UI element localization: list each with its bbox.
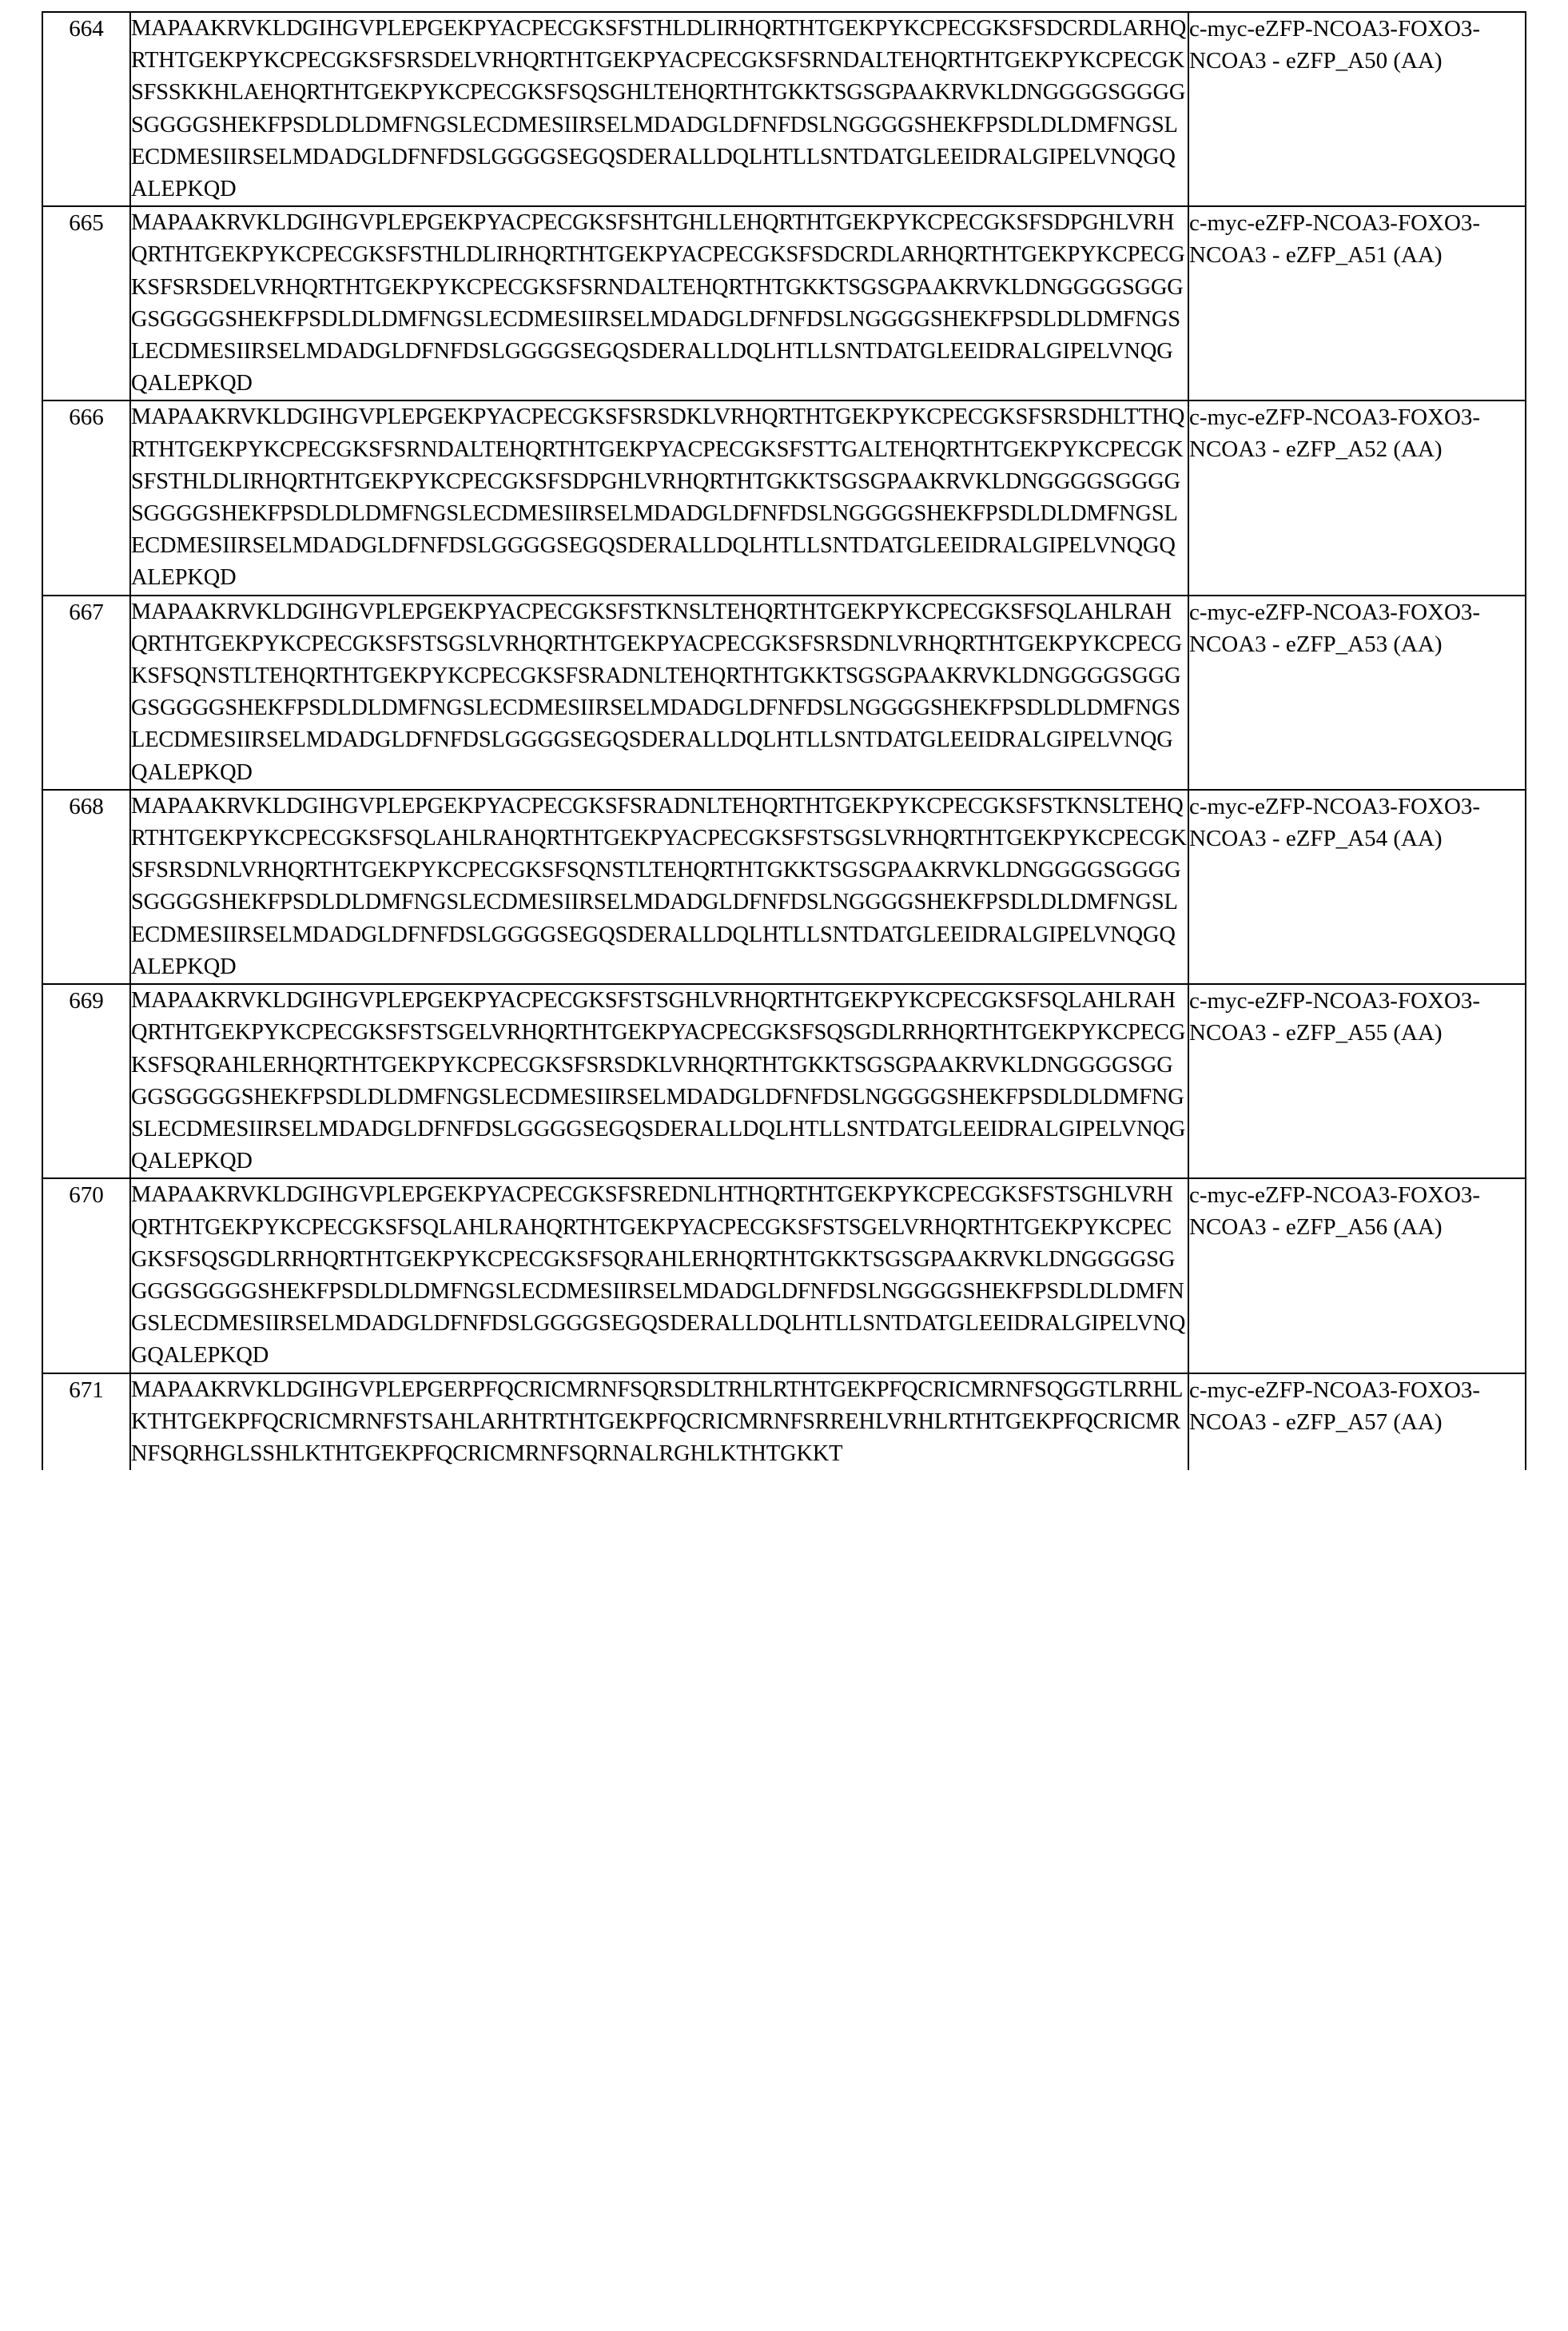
construct-name: c-myc-eZFP-NCOA3-FOXO3-NCOA3 - eZFP_A52 (AA) <box>1189 404 1481 463</box>
sequence-listing-table <box>42 11 1526 1470</box>
sequence-number: 670 <box>69 1182 104 1209</box>
sequence-number: 668 <box>69 793 104 819</box>
sequence-cell <box>130 206 1188 400</box>
table-row <box>42 790 1526 984</box>
sequence-text: MAPAAKRVKLDGIHGVPLEPGEKPYACPECGKSFSRSDKLVRHQRTHTGEKPYKCPECGKSFSRSDHLTTHQRTHTGEKPYKCPECGKSFSRNDALTEHQRTHTGEKPYACPECGKSFSTTGALTEHQRTHTGEKPYKCPECGKSFSTHLDLIRHQRTHTGEKPYKCPECGKSFSDPGHLVRHQRTHTGKKTSGSGPAAKRVKLDNGGGGSGGGGSGGGGSHEKFPSDLDLDMFNGSLECDMESIIRSELMDADGLDFNFDSLNGGGGSHEKFPSDLDLDMFNGSLECDMESIIRSELMDADGLDFNFDSLGGGGSEGQSDERALLDQLHTLLSNTDATGLEEIDRALGIPELVNQGQALEPKQD <box>131 404 1185 591</box>
table-row <box>42 984 1526 1178</box>
sequence-cell <box>130 12 1188 206</box>
construct-name-cell <box>1188 400 1526 595</box>
sequence-text: MAPAAKRVKLDGIHGVPLEPGEKPYACPECGKSFSTHLDLIRHQRTHTGEKPYKCPECGKSFSDCRDLARHQRTHTGEKPYKCPECGKSFSRSDELVRHQRTHTGEKPYACPECGKSFSRNDALTEHQRTHTGEKPYKCPECGKSFSSKKHLAEHQRTHTGEKPYKCPECGKSFSQSGHLTEHQRTHTGKKTSGSGPAAKRVKLDNGGGGSGGGGSGGGGSHEKFPSDLDLDMFNGSLECDMESIIRSELMDADGLDFNFDSLNGGGGSHEKFPSDLDLDMFNGSLECDMESIIRSELMDADGLDFNFDSLGGGGSEGQSDERALLDQLHTLLSNTDATGLEEIDRALGIPELVNQGQALEPKQD <box>131 16 1187 202</box>
table-row <box>42 206 1526 400</box>
construct-name-cell <box>1188 12 1526 206</box>
construct-name-cell <box>1188 984 1526 1178</box>
sequence-text: MAPAAKRVKLDGIHGVPLEPGEKPYACPECGKSFSTSGHLVRHQRTHTGEKPYKCPECGKSFSQLAHLRAHQRTHTGEKPYKCPECGKSFSTSGELVRHQRTHTGEKPYACPECGKSFSQSGDLRRHQRTHTGEKPYKCPECGKSFSQRAHLERHQRTHTGEKPYKCPECGKSFSRSDKLVRHQRTHTGKKTSGSGPAAKRVKLDNGGGGSGGGGSGGGGSHEKFPSDLDLDMFNGSLECDMESIIRSELMDADGLDFNFDSLNGGGGSHEKFPSDLDLDMFNGSLECDMESIIRSELMDADGLDFNFDSLGGGGSEGQSDERALLDQLHTLLSNTDATGLEEIDRALGIPELVNQGQALEPKQD <box>131 988 1186 1174</box>
sequence-number: 669 <box>69 988 104 1014</box>
construct-name: c-myc-eZFP-NCOA3-FOXO3-NCOA3 - eZFP_A57 (AA) <box>1189 1377 1481 1435</box>
construct-name-cell <box>1188 206 1526 400</box>
sequence-text: MAPAAKRVKLDGIHGVPLEPGEKPYACPECGKSFSHTGHLLEHQRTHTGEKPYKCPECGKSFSDPGHLVRHQRTHTGEKPYKCPECGKSFSTHLDLIRHQRTHTGEKPYACPECGKSFSDCRDLARHQRTHTGEKPYKCPECGKSFSRSDELVRHQRTHTGEKPYKCPECGKSFSRNDALTEHQRTHTGKKTSGSGPAAKRVKLDNGGGGSGGGGSGGGGSHEKFPSDLDLDMFNGSLECDMESIIRSELMDADGLDFNFDSLNGGGGSHEKFPSDLDLDMFNGSLECDMESIIRSELMDADGLDFNFDSLGGGGSEGQSDERALLDQLHTLLSNTDATGLEEIDRALGIPELVNQGQALEPKQD <box>131 210 1185 396</box>
sequence-text: MAPAAKRVKLDGIHGVPLEPGEKPYACPECGKSFSTKNSLTEHQRTHTGEKPYKCPECGKSFSQLAHLRAHQRTHTGEKPYKCPECGKSFSTSGSLVRHQRTHTGEKPYACPECGKSFSRSDNLVRHQRTHTGEKPYKCPECGKSFSQNSTLTEHQRTHTGEKPYKCPECGKSFSRADNLTEHQRTHTGKKTSGSGPAAKRVKLDNGGGGSGGGGSGGGGSHEKFPSDLDLDMFNGSLECDMESIIRSELMDADGLDFNFDSLNGGGGSHEKFPSDLDLDMFNGSLECDMESIIRSELMDADGLDFNFDSLGGGGSEGQSDERALLDQLHTLLSNTDATGLEEIDRALGIPELVNQGQALEPKQD <box>131 599 1183 785</box>
sequence-number-cell <box>42 984 130 1178</box>
table-row <box>42 596 1526 790</box>
sequence-number-cell <box>42 206 130 400</box>
sequence-cell <box>130 1373 1188 1471</box>
sequence-text: MAPAAKRVKLDGIHGVPLEPGEKPYACPECGKSFSRADNLTEHQRTHTGEKPYKCPECGKSFSTKNSLTEHQRTHTGEKPYKCPECGKSFSQLAHLRAHQRTHTGEKPYACPECGKSFSTSGSLVRHQRTHTGEKPYKCPECGKSFSRSDNLVRHQRTHTGEKPYKCPECGKSFSQNSTLTEHQRTHTGKKTSGSGPAAKRVKLDNGGGGSGGGGSGGGGSHEKFPSDLDLDMFNGSLECDMESIIRSELMDADGLDFNFDSLNGGGGSHEKFPSDLDLDMFNGSLECDMESIIRSELMDADGLDFNFDSLGGGGSEGQSDERALLDQLHTLLSNTDATGLEEIDRALGIPELVNQGQALEPKQD <box>131 793 1187 979</box>
construct-name: c-myc-eZFP-NCOA3-FOXO3-NCOA3 - eZFP_A51 (AA) <box>1189 210 1481 269</box>
construct-name-cell <box>1188 790 1526 984</box>
sequence-cell <box>130 790 1188 984</box>
sequence-number-cell <box>42 12 130 206</box>
sequence-cell <box>130 1178 1188 1373</box>
construct-name-cell <box>1188 1373 1526 1471</box>
construct-name: c-myc-eZFP-NCOA3-FOXO3-NCOA3 - eZFP_A55 (AA) <box>1189 988 1481 1046</box>
sequence-number: 666 <box>69 404 104 431</box>
sequence-text: MAPAAKRVKLDGIHGVPLEPGERPFQCRICMRNFSQRSDLTRHLRTHTGEKPFQCRICMRNFSQGGTLRRHLKTHTGEKPFQCRICMRNFSTSAHLARHTRTHTGEKPFQCRICMRNFSRREHLVRHLRTHTGEKPFQCRICMRNFSQRHGLSSHLKTHTGEKPFQCRICMRNFSQRNALRGHLKTHTGKKT <box>131 1377 1184 1466</box>
sequence-text: MAPAAKRVKLDGIHGVPLEPGEKPYACPECGKSFSREDNLHTHQRTHTGEKPYKCPECGKSFSTSGHLVRHQRTHTGEKPYKCPECGKSFSQLAHLRAHQRTHTGEKPYACPECGKSFSTSGELVRHQRTHTGEKPYKCPECGKSFSQSGDLRRHQRTHTGEKPYKCPECGKSFSQRAHLERHQRTHTGKKTSGSGPAAKRVKLDNGGGGSGGGGSGGGGSHEKFPSDLDLDMFNGSLECDMESIIRSELMDADGLDFNFDSLNGGGGSHEKFPSDLDLDMFNGSLECDMESIIRSELMDADGLDFNFDSLGGGGSEGQSDERALLDQLHTLLSNTDATGLEEIDRALGIPELVNQGQALEPKQD <box>131 1182 1186 1369</box>
construct-name: c-myc-eZFP-NCOA3-FOXO3-NCOA3 - eZFP_A50 (AA) <box>1189 16 1481 74</box>
sequence-number: 671 <box>69 1377 104 1403</box>
table-row <box>42 400 1526 595</box>
table-row <box>42 1373 1526 1471</box>
sequence-number: 664 <box>69 16 104 42</box>
sequence-number-cell <box>42 1373 130 1471</box>
sequence-number: 665 <box>69 210 104 237</box>
sequence-number-cell <box>42 1178 130 1373</box>
sequence-number: 667 <box>69 599 104 625</box>
sequence-cell <box>130 984 1188 1178</box>
construct-name: c-myc-eZFP-NCOA3-FOXO3-NCOA3 - eZFP_A54 (AA) <box>1189 793 1481 851</box>
construct-name-cell <box>1188 596 1526 790</box>
table-body <box>42 12 1526 1470</box>
sequence-number-cell <box>42 790 130 984</box>
construct-name-cell <box>1188 1178 1526 1373</box>
sequence-cell <box>130 400 1188 595</box>
sequence-cell <box>130 596 1188 790</box>
construct-name: c-myc-eZFP-NCOA3-FOXO3-NCOA3 - eZFP_A53 (AA) <box>1189 599 1481 657</box>
construct-name: c-myc-eZFP-NCOA3-FOXO3-NCOA3 - eZFP_A56 (AA) <box>1189 1182 1481 1241</box>
sequence-number-cell <box>42 596 130 790</box>
table-row <box>42 12 1526 206</box>
sequence-number-cell <box>42 400 130 595</box>
table-row <box>42 1178 1526 1373</box>
